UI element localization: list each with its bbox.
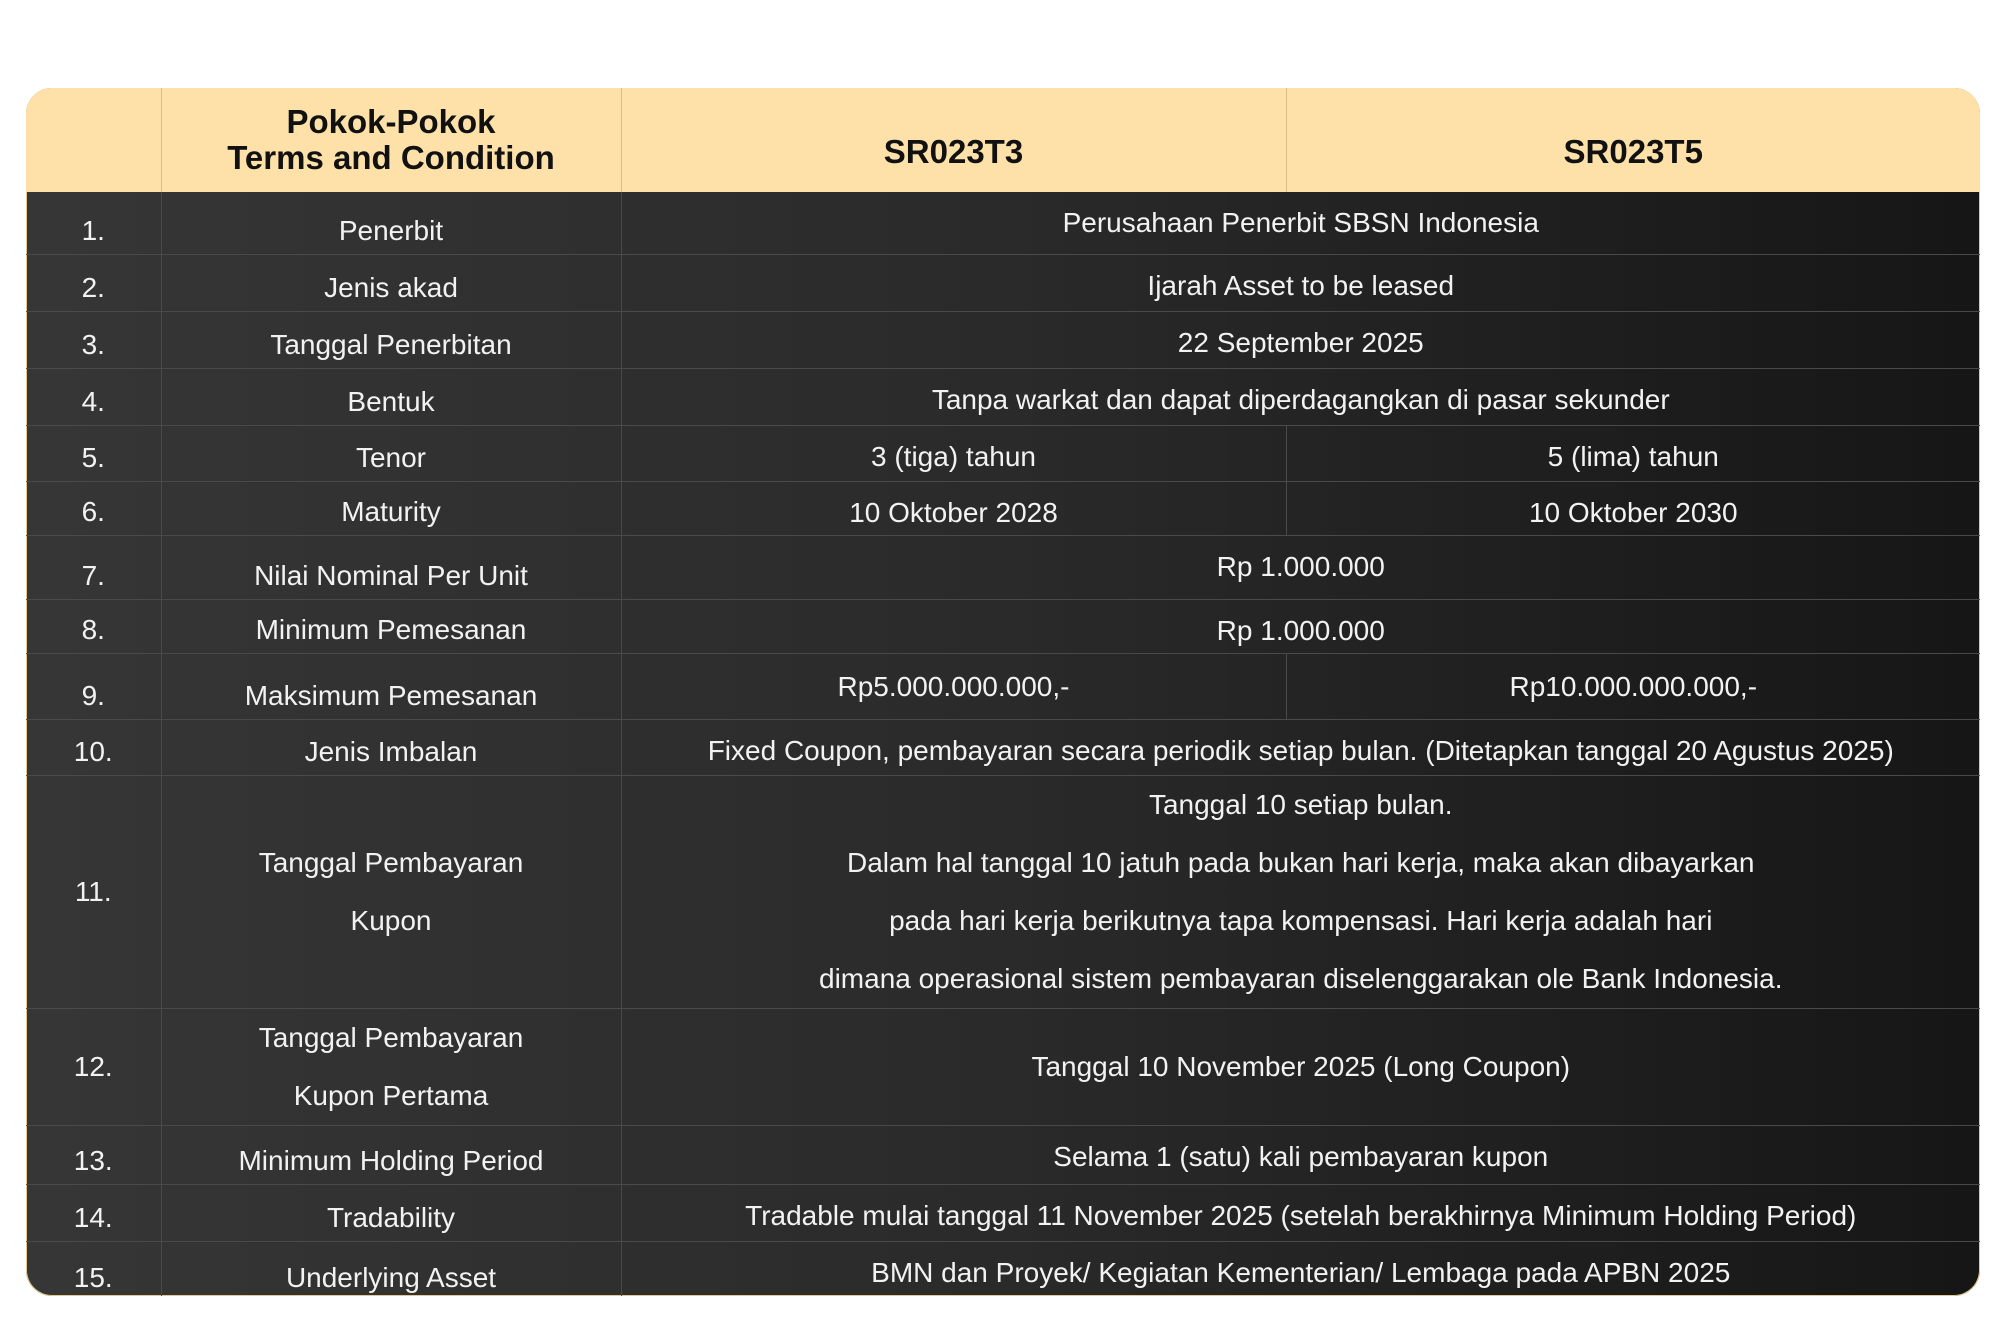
row-value: Tanpa warkat dan dapat diperdagangkan di pasar sekunder (621, 368, 1980, 425)
row-term: Tanggal Penerbitan (161, 311, 621, 368)
row-number: 14. (26, 1184, 161, 1241)
row-term (161, 775, 621, 1008)
row-term: Tradability (161, 1184, 621, 1241)
row-term-line2: Kupon (350, 904, 432, 936)
terms-table (26, 88, 1980, 1296)
row-value-sr023t5: 10 Oktober 2030 (1286, 481, 1980, 535)
header-number (26, 88, 161, 192)
row-term: Bentuk (161, 368, 621, 425)
row-term: Jenis akad (161, 254, 621, 311)
row-value: Tradable mulai tanggal 11 November 2025 (setelah berakhirnya Minimum Holding Period) (621, 1184, 1980, 1241)
table-row (26, 1125, 1980, 1184)
row-number: 12. (26, 1008, 161, 1125)
table-row (26, 368, 1980, 425)
row-value: Ijarah Asset to be leased (621, 254, 1980, 311)
row-value (621, 775, 1980, 1008)
row-value-line: Dalam hal tanggal 10 jatuh pada bukan hari kerja, maka akan dibayarkan (847, 846, 1755, 878)
table-row (26, 1184, 1980, 1241)
row-value: Tanggal 10 November 2025 (Long Coupon) (621, 1008, 1980, 1125)
row-term: Minimum Holding Period (161, 1125, 621, 1184)
header-terms (161, 88, 621, 192)
row-number: 1. (26, 192, 161, 254)
table-row (26, 311, 1980, 368)
header-series-sr023t3: SR023T3 (621, 88, 1286, 192)
row-value-line: pada hari kerja berikutnya tapa kompensasi. Hari kerja adalah hari (889, 904, 1713, 936)
row-number: 8. (26, 599, 161, 653)
row-number: 3. (26, 311, 161, 368)
table-row (26, 425, 1980, 481)
table-row (26, 775, 1980, 1008)
row-value: Rp 1.000.000 (621, 599, 1980, 653)
row-number: 13. (26, 1125, 161, 1184)
header-terms-line2: Terms and Condition (227, 139, 555, 176)
row-term: Tenor (161, 425, 621, 481)
terms-table-card (26, 88, 1980, 1296)
row-value: 22 September 2025 (621, 311, 1980, 368)
table-row (26, 192, 1980, 254)
row-value-sr023t3: Rp5.000.000.000,- (621, 653, 1286, 719)
row-number: 5. (26, 425, 161, 481)
row-value: Selama 1 (satu) kali pembayaran kupon (621, 1125, 1980, 1184)
table-row (26, 719, 1980, 775)
row-term: Jenis Imbalan (161, 719, 621, 775)
row-value: BMN dan Proyek/ Kegiatan Kementerian/ Lembaga pada APBN 2025 (621, 1241, 1980, 1296)
row-number: 2. (26, 254, 161, 311)
header-series-sr023t5: SR023T5 (1286, 88, 1980, 192)
row-term-line1: Tanggal Pembayaran (258, 846, 524, 878)
row-number: 9. (26, 653, 161, 719)
row-term: Underlying Asset (161, 1241, 621, 1296)
row-value-line: dimana operasional sistem pembayaran diselenggarakan ole Bank Indonesia. (819, 962, 1783, 994)
table-row (26, 1241, 1980, 1296)
table-row (26, 535, 1980, 599)
row-term-line1: Tanggal Pembayaran (258, 1021, 524, 1053)
row-value-sr023t5: Rp10.000.000.000,- (1286, 653, 1980, 719)
header-terms-line1: Pokok-Pokok (286, 103, 496, 140)
row-value-line: Tanggal 10 setiap bulan. (1148, 788, 1453, 820)
table-header-row (26, 88, 1980, 192)
row-term: Minimum Pemesanan (161, 599, 621, 653)
table-row (26, 1008, 1980, 1125)
table-row (26, 599, 1980, 653)
table-row (26, 254, 1980, 311)
row-value: Rp 1.000.000 (621, 535, 1980, 599)
row-term (161, 1008, 621, 1125)
row-value: Fixed Coupon, pembayaran secara periodik setiap bulan. (Ditetapkan tanggal 20 Agustus 2025) (621, 719, 1980, 775)
row-term: Maturity (161, 481, 621, 535)
table-row (26, 653, 1980, 719)
row-number: 10. (26, 719, 161, 775)
row-number: 6. (26, 481, 161, 535)
row-number: 15. (26, 1241, 161, 1296)
row-value-sr023t3: 3 (tiga) tahun (621, 425, 1286, 481)
table-row (26, 481, 1980, 535)
row-value: Perusahaan Penerbit SBSN Indonesia (1062, 207, 1539, 238)
row-value-sr023t3: 10 Oktober 2028 (621, 481, 1286, 535)
row-term-line2: Kupon Pertama (293, 1079, 489, 1111)
row-number: 4. (26, 368, 161, 425)
row-number: 11. (26, 775, 161, 1008)
row-number: 7. (26, 535, 161, 599)
row-value-sr023t5: 5 (lima) tahun (1286, 425, 1980, 481)
row-term: Nilai Nominal Per Unit (161, 535, 621, 599)
row-term: Penerbit (161, 192, 621, 254)
row-term: Maksimum Pemesanan (161, 653, 621, 719)
